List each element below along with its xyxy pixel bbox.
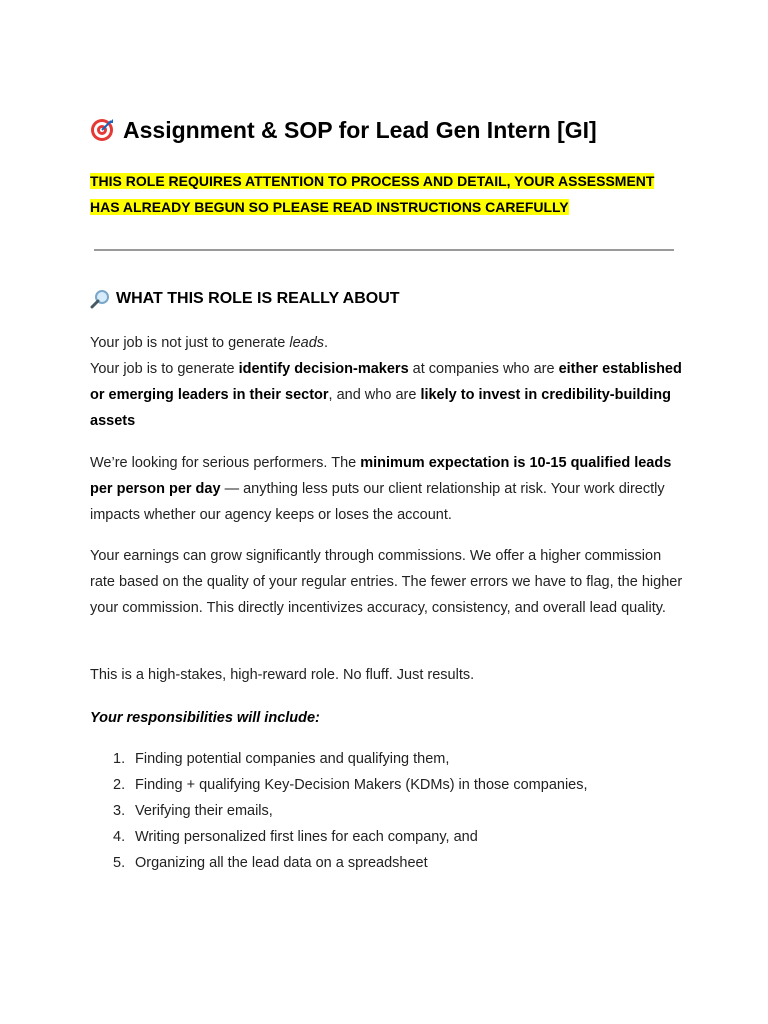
p1-text-d: at companies who are bbox=[408, 361, 559, 377]
p1-text-e: , and who are bbox=[328, 387, 421, 403]
list-item-text: Verifying their emails, bbox=[135, 803, 273, 819]
list-item-text: Writing personalized first lines for each company, and bbox=[135, 829, 478, 845]
list-item-text: Finding + qualifying Key-Decision Makers (KDMs) in those companies, bbox=[135, 777, 588, 793]
section-heading bbox=[90, 287, 690, 311]
paragraph-stakes: This is a high-stakes, high-reward role. No fluff. Just results. bbox=[90, 667, 475, 683]
list-number: 5. bbox=[113, 855, 126, 871]
list-item bbox=[90, 798, 690, 824]
list-item bbox=[90, 824, 690, 850]
p1-text-c: Your job is to generate bbox=[90, 361, 239, 377]
p1-text-b: . bbox=[324, 335, 329, 351]
page-title bbox=[90, 114, 710, 146]
responsibilities-heading: Your responsibilities will include: bbox=[90, 710, 320, 726]
list-item bbox=[90, 746, 690, 772]
horizontal-divider bbox=[94, 249, 674, 251]
p2-bold-minimum: minimum expectation is 10-15 qualified leads per person per day bbox=[90, 455, 672, 497]
list-item-text: Organizing all the lead data on a spreadsheet bbox=[135, 855, 428, 871]
p2-text-a: We’re looking for serious performers. The bbox=[90, 455, 361, 471]
p1-emphasis-leads: leads bbox=[289, 335, 325, 351]
paragraph-commissions: Your earnings can grow significantly through commissions. We offer a higher commission rate based on the quality of your regular entries. The fewer errors we have to flag, the higher your commission. This directly incentivizes accuracy, consistency, and overall lead quality. bbox=[90, 548, 683, 616]
warning-line-2: HAS ALREADY BEGUN SO PLEASE READ INSTRUCTIONS CAREFULLY bbox=[90, 199, 569, 215]
warning-line-1: THIS ROLE REQUIRES ATTENTION TO PROCESS AND DETAIL, YOUR ASSESSMENT bbox=[90, 173, 655, 189]
list-item bbox=[90, 850, 690, 876]
p1-text-a: Your job is not just to generate bbox=[90, 335, 290, 351]
title-text: Assignment & SOP for Lead Gen Intern [GI] bbox=[123, 117, 597, 143]
p1-bold-invest: likely to invest in credibility-building assets bbox=[90, 387, 672, 429]
magnifying-glass-icon bbox=[90, 289, 110, 309]
p1-bold-leaders: either established or emerging leaders in their sector bbox=[90, 361, 682, 403]
list-number: 3. bbox=[113, 803, 126, 819]
responsibilities-list bbox=[90, 746, 690, 876]
paragraph-role-intro bbox=[90, 330, 690, 434]
list-number: 4. bbox=[113, 829, 126, 845]
list-number: 2. bbox=[113, 777, 126, 793]
target-icon bbox=[90, 118, 114, 142]
p1-bold-decision-makers: identify decision-makers bbox=[238, 361, 409, 377]
p2-text-c: — anything less puts our client relationship at risk. Your work directly impacts whether our agency keeps or loses the account. bbox=[90, 481, 665, 523]
section-heading-text: WHAT THIS ROLE IS REALLY ABOUT bbox=[116, 290, 400, 307]
list-number: 1. bbox=[113, 751, 126, 767]
warning-banner bbox=[90, 168, 690, 220]
paragraph-expectations bbox=[90, 450, 690, 528]
list-item bbox=[90, 772, 690, 798]
list-item-text: Finding potential companies and qualifying them, bbox=[135, 751, 450, 767]
